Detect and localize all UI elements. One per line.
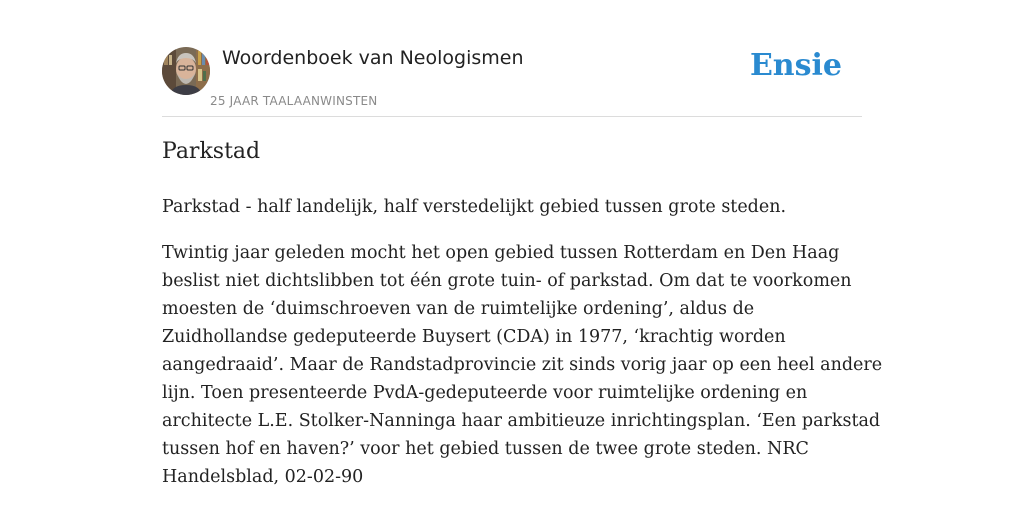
entry-quote	[162, 239, 883, 491]
quote-line: lijn. Toen presenteerde PvdA-gedeputeerde voor ruimtelijke ordening en	[162, 383, 808, 403]
avatar[interactable]	[162, 47, 210, 95]
quote-line: tussen hof en haven?’ voor het gebied tussen de twee grote steden. NRC	[162, 439, 809, 459]
quote-line: aangedraaid’. Maar de Randstadprovincie zit sinds vorig jaar op een heel andere	[162, 355, 883, 375]
quote-line: beslist niet dichtslibben tot één grote tuin- of parkstad. Om dat te voorkomen	[162, 271, 852, 291]
entry-definition: Parkstad - half landelijk, half verstedelijkt gebied tussen grote steden.	[162, 197, 787, 217]
entry-title: Parkstad	[162, 139, 261, 164]
quote-line: architecte L.E. Stolker-Nanninga haar ambitieuze inrichtingsplan. ‘Een parkstad	[162, 411, 881, 431]
source-header	[162, 46, 862, 117]
ensie-logo[interactable]: Ensie	[749, 48, 842, 83]
quote-line: Handelsblad, 02-02-90	[162, 467, 364, 487]
source-tagline: 25 JAAR TAALAANWINSTEN	[210, 94, 378, 108]
source-name[interactable]: Woordenboek van Neologismen	[222, 47, 524, 69]
quote-line: Twintig jaar geleden mocht het open gebied tussen Rotterdam en Den Haag	[162, 243, 840, 263]
quote-line: Zuidhollandse gedeputeerde Buysert (CDA) in 1977, ‘krachtig worden	[162, 327, 786, 347]
author-photo	[162, 47, 210, 95]
quote-line: moesten de ‘duimschroeven van de ruimtelijke ordening’, aldus de	[162, 299, 755, 319]
